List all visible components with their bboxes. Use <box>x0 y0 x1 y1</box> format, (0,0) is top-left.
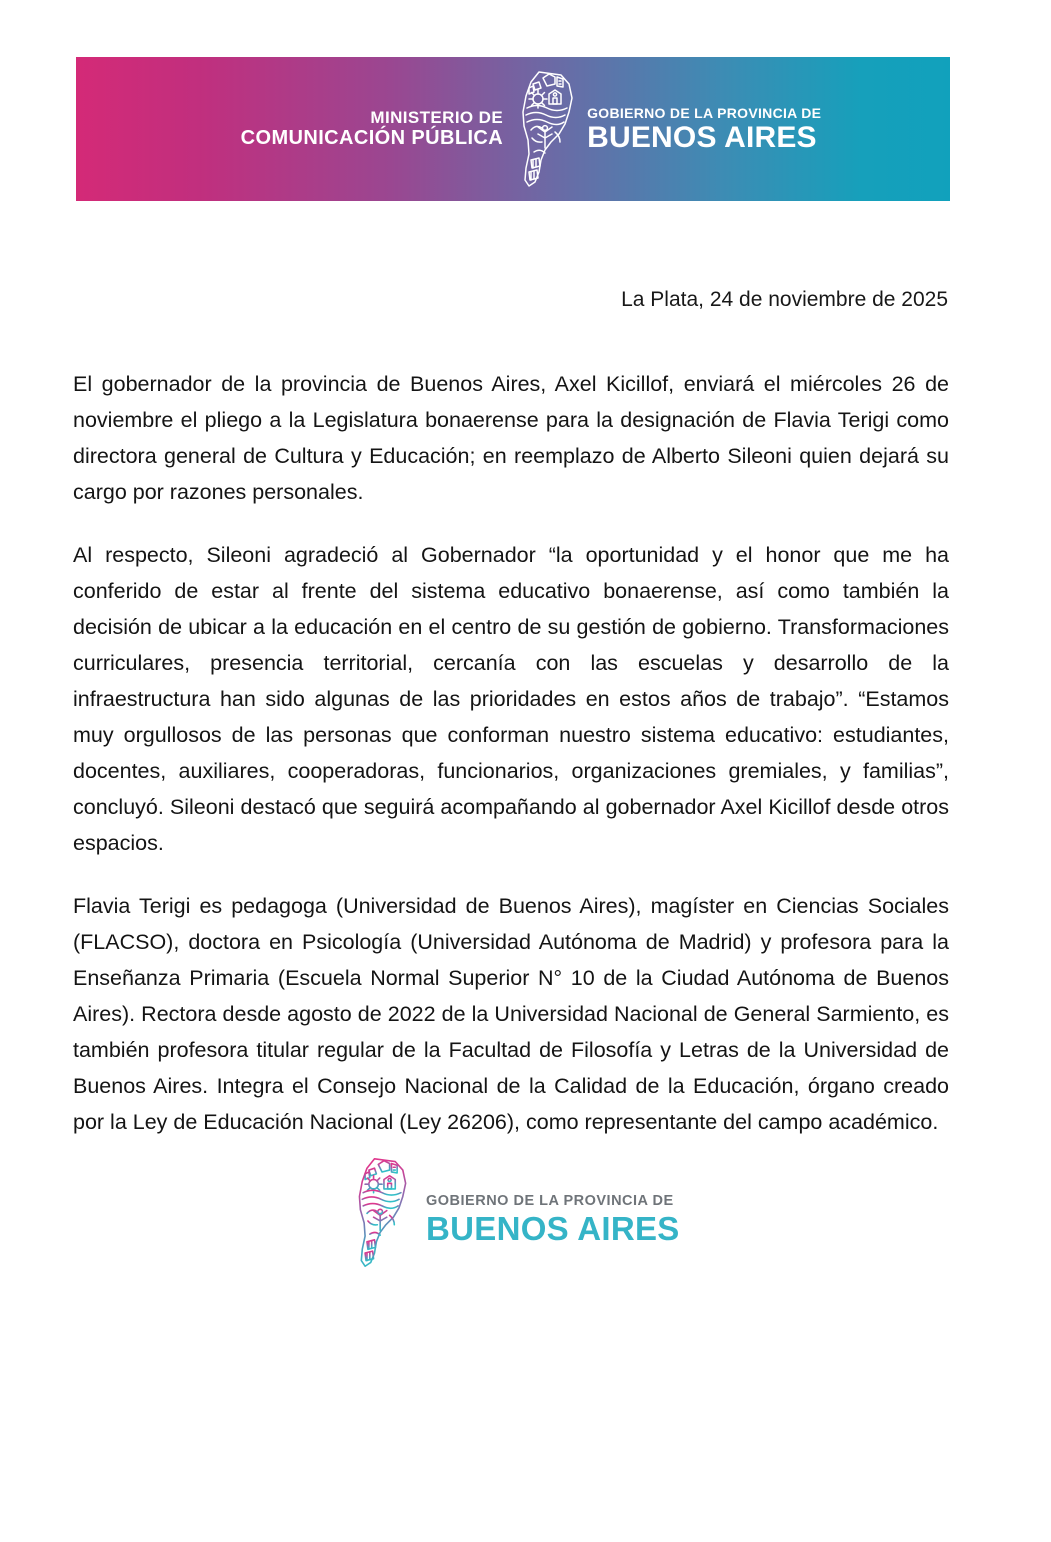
header-lockup <box>241 68 822 190</box>
buenos-aires-map-icon <box>519 68 577 190</box>
header-banner <box>76 57 950 201</box>
footer-logo-line-2: BUENOS AIRES <box>426 1210 680 1248</box>
buenos-aires-map-icon <box>352 1155 414 1270</box>
header-logo-line-2: BUENOS AIRES <box>587 120 817 154</box>
ministry-line-1: MINISTERIO DE <box>370 108 504 128</box>
ministry-title <box>241 108 503 149</box>
dateline: La Plata, 24 de noviembre de 2025 <box>621 288 948 311</box>
paragraph-1: El gobernador de la provincia de Buenos Aires, Axel Kicillof, enviará el miércoles 26 de noviembre el pliego a la Legislatura bonaerense para la designación de Flavia Terigi como directora general de Cultura y Educación; en reemplazo de Alberto Sileoni quien dejará su cargo por razones personales. <box>73 372 949 504</box>
header-government-logo <box>519 68 821 190</box>
footer-government-logo <box>352 1155 680 1270</box>
header-logo-line-1: GOBIERNO DE LA PROVINCIA DE <box>587 104 822 121</box>
footer-logo-line-1: GOBIERNO DE LA PROVINCIA DE <box>426 1192 674 1209</box>
footer-logo-text <box>426 1180 680 1246</box>
paragraph-2: Al respecto, Sileoni agradeció al Gobernador “la oportunidad y el honor que me ha conferido de estar al frente del sistema educativo bonaerense, así como también la decisión de ubicar a la educación en el centro de su gestión de gobierno. Transformaciones curriculares, presencia territorial, cercanía con las escuelas y desarrollo de la infraestructura han sido algunas de las prioridades en estos años de trabajo”. “Estamos muy orgullosos de las personas que conforman nuestro sistema educativo: estudiantes, docentes, auxiliares, cooperadoras, funcionarios, organizaciones gremiales, y familias”, concluyó. Sileoni destacó que seguirá acompañando al gobernador Axel Kicillof desde otros espacios. <box>73 543 949 855</box>
ministry-line-2: COMUNICACIÓN PÚBLICA <box>240 127 504 150</box>
paragraph-3: Flavia Terigi es pedagoga (Universidad de Buenos Aires), magíster en Ciencias Sociales (FLACSO), doctora en Psicología (Universidad Autónoma de Madrid) y profesora para la Enseñanza Primaria (Escuela Normal Superior N° 10 de la Ciudad Autónoma de Buenos Aires). Rectora desde agosto de 2022 de la Universidad Nacional de General Sarmiento, es también profesora titular regular de la Facultad de Filosofía y Letras de la Universidad de Buenos Aires. Integra el Consejo Nacional de la Calidad de la Educación, órgano creado por la Ley de Educación Nacional (Ley 26206), como representante del campo académico. <box>73 894 949 1134</box>
document-body <box>73 366 949 1140</box>
header-logo-text <box>587 106 821 153</box>
